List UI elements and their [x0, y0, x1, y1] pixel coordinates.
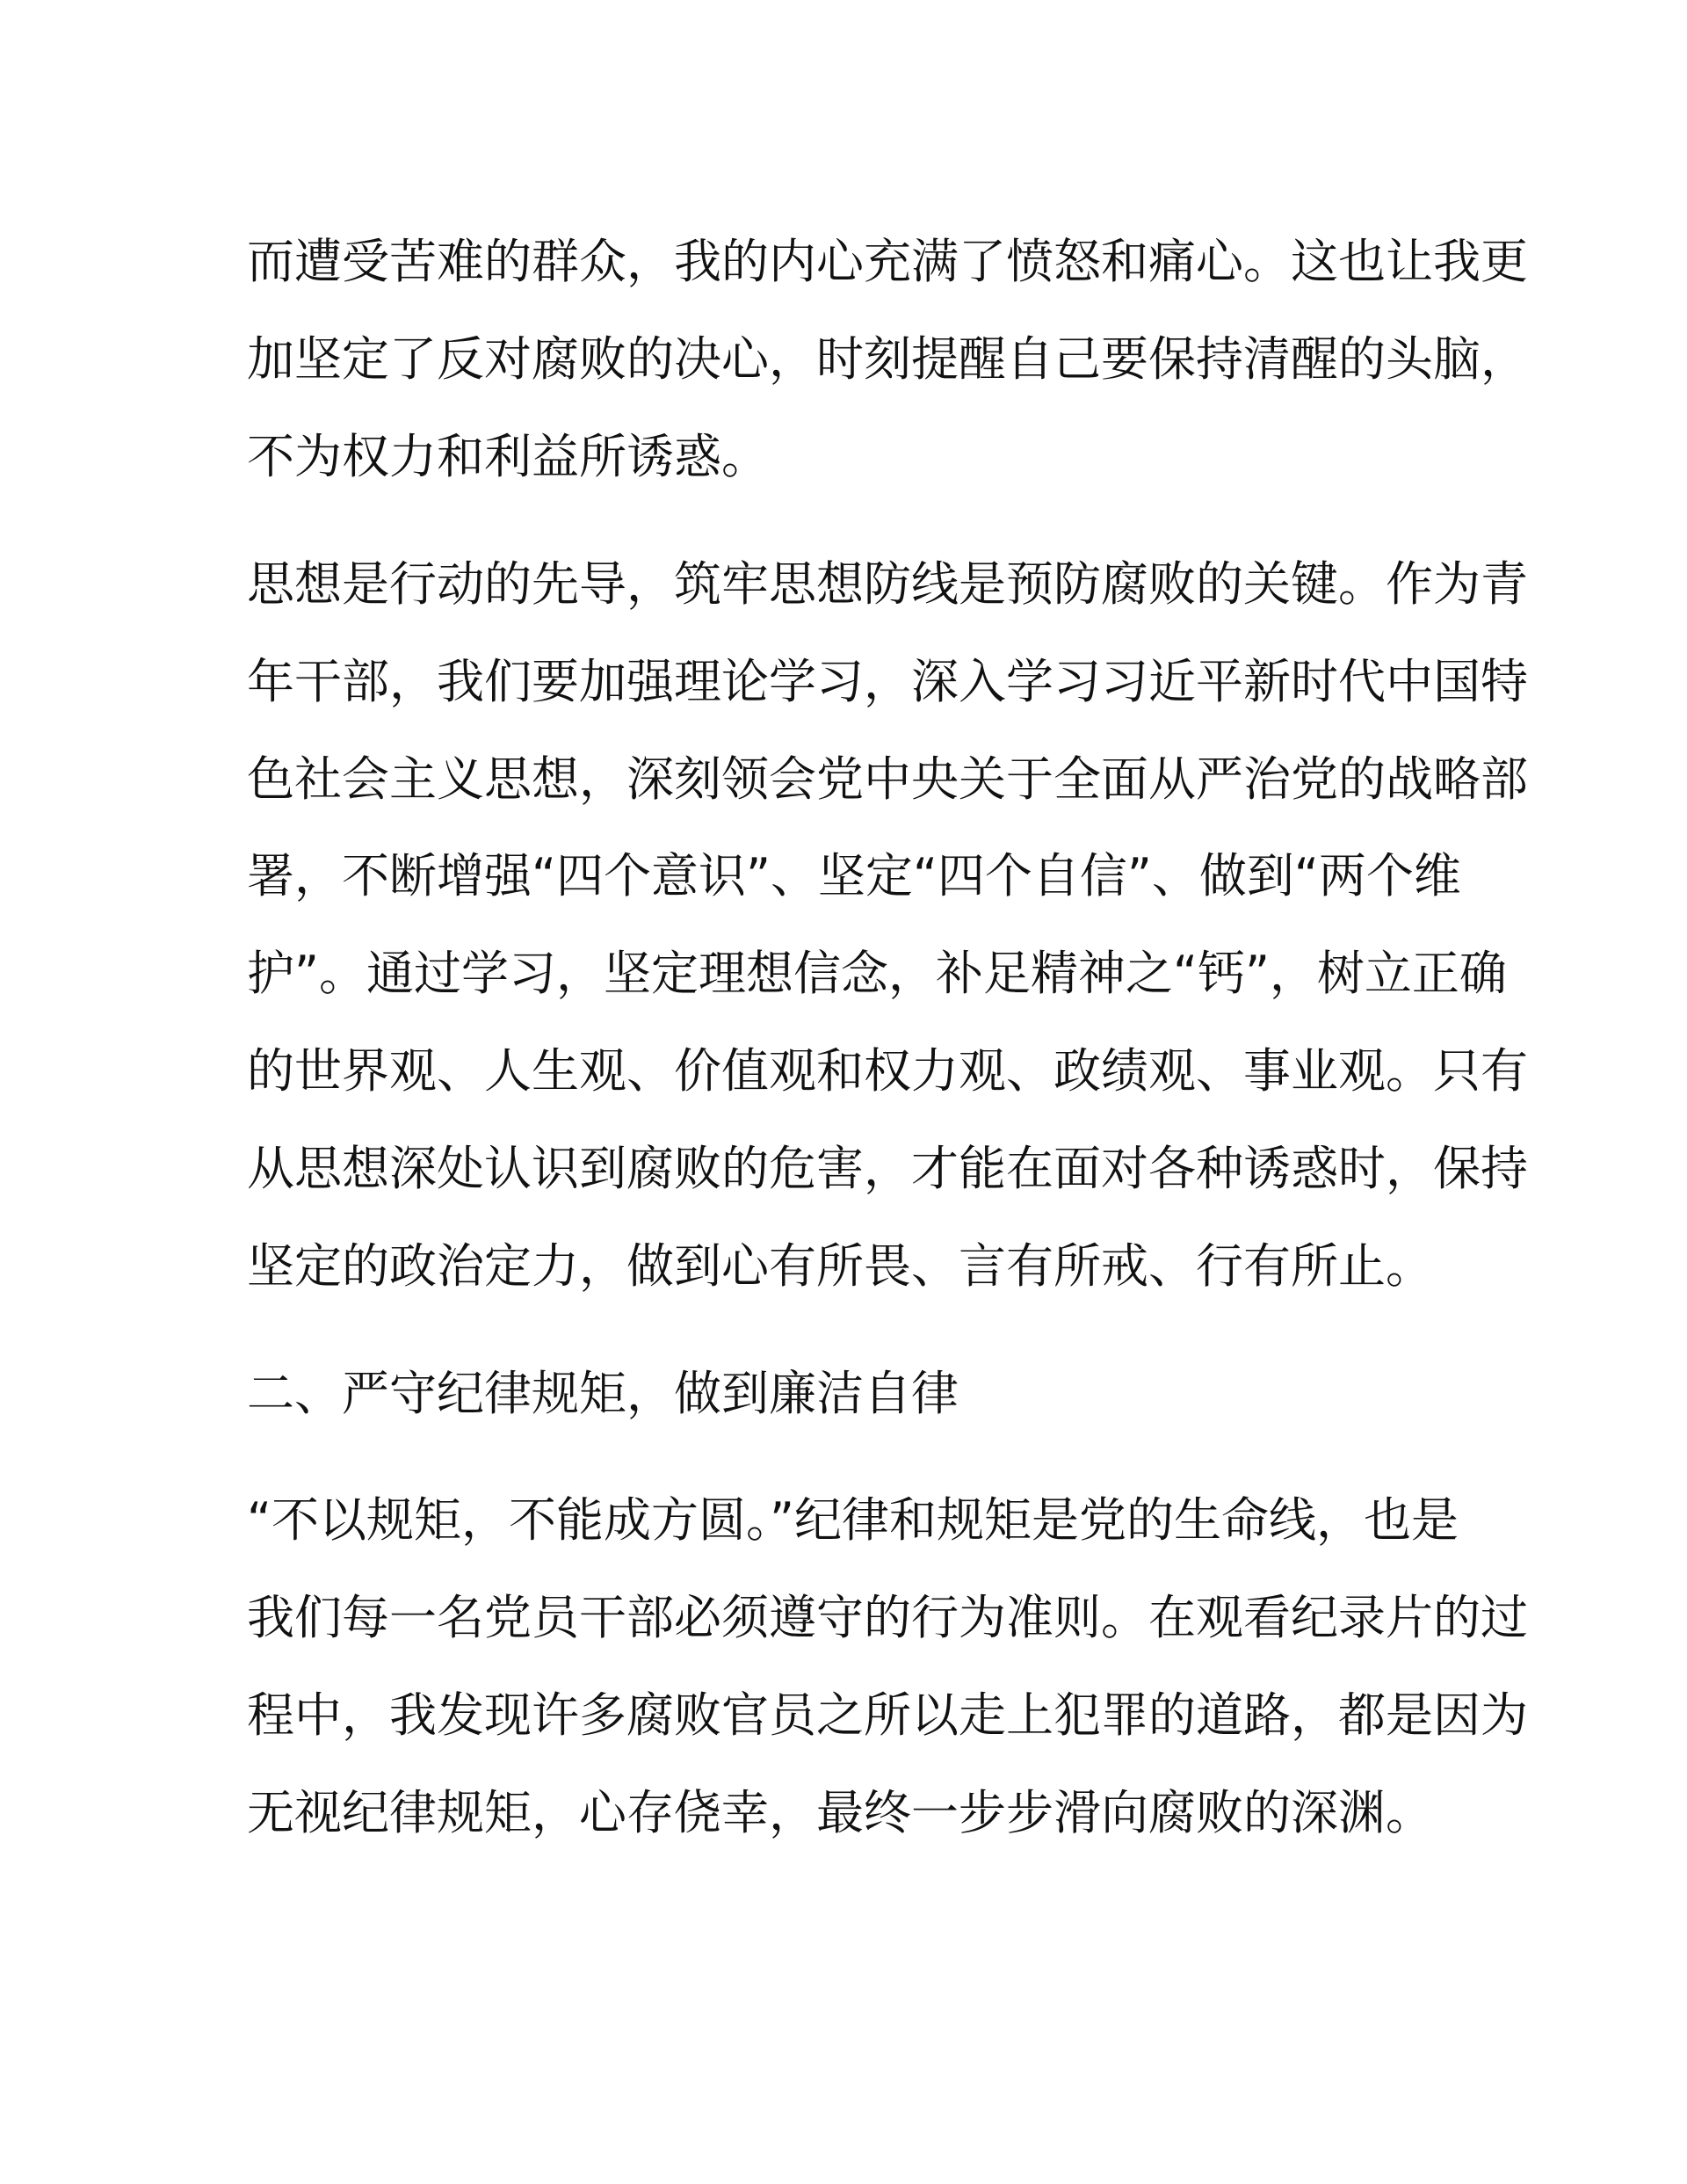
paragraph-2-line-8: 坚定的政治定力，做到心有所畏、言有所戒、行有所止。	[247, 1238, 1433, 1294]
paragraph-3-line-2: 我们每一名党员干部必须遵守的行为准则。在观看纪录片的过	[247, 1590, 1528, 1645]
paragraph-2-line-1: 思想是行动的先导，筑牢思想防线是预防腐败的关键。作为青	[247, 556, 1528, 612]
paragraph-2-line-7: 从思想深处认识到腐败的危害，才能在面对各种诱惑时，保持	[247, 1141, 1528, 1196]
paragraph-1-line-2: 加坚定了反对腐败的决心，时刻提醒自己要保持清醒的头脑，	[247, 331, 1528, 387]
paragraph-2-line-5: 护”。通过学习，坚定理想信念，补足精神之“钙”，树立正确	[247, 946, 1507, 1001]
paragraph-2-line-6: 的世界观、人生观、价值观和权力观、政绩观、事业观。只有	[247, 1043, 1528, 1099]
paragraph-3-line-1: “不以规矩，不能成方圆。”纪律和规矩是党的生命线，也是	[247, 1492, 1459, 1548]
paragraph-2-line-4: 署，不断增强“四个意识”、坚定“四个自信”、做到“两个维	[247, 848, 1461, 903]
section-heading: 二、严守纪律规矩，做到廉洁自律	[247, 1366, 959, 1421]
paragraph-3-line-3: 程中，我发现许多腐败官员之所以走上犯罪的道路，都是因为	[247, 1687, 1528, 1743]
paragraph-2-line-2: 年干部，我们要加强理论学习，深入学习习近平新时代中国特	[247, 654, 1528, 709]
paragraph-1-line-1: 而遭受苦难的群众，我的内心充满了愤怒和痛心。这也让我更	[247, 234, 1528, 289]
paragraph-2-line-3: 色社会主义思想，深刻领会党中央关于全面从严治党的战略部	[247, 751, 1528, 807]
paragraph-3-line-4: 无视纪律规矩，心存侥幸，最终一步步滑向腐败的深渊。	[247, 1785, 1433, 1840]
paragraph-1-line-3: 不为权力和利益所诱惑。	[247, 429, 769, 484]
